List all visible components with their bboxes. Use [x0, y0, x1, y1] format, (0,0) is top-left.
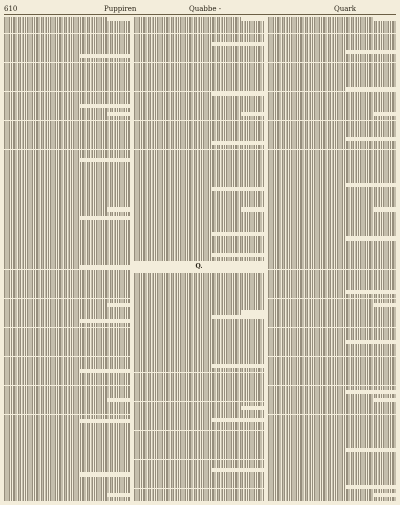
- page-number: 610: [4, 5, 18, 13]
- right-running-title: Quark: [334, 5, 357, 13]
- text-line: [268, 497, 396, 501]
- text-line: [4, 497, 130, 501]
- column-left: [4, 17, 130, 501]
- page-header: [4, 4, 396, 14]
- column-right: [268, 17, 396, 501]
- header-rule: [4, 14, 396, 15]
- column-middle: [134, 17, 264, 501]
- left-running-title: Puppiren: [104, 5, 137, 13]
- center-running-title: Quabbe -: [189, 5, 222, 13]
- text-line: [134, 257, 264, 261]
- section-letter: Q.: [195, 263, 203, 271]
